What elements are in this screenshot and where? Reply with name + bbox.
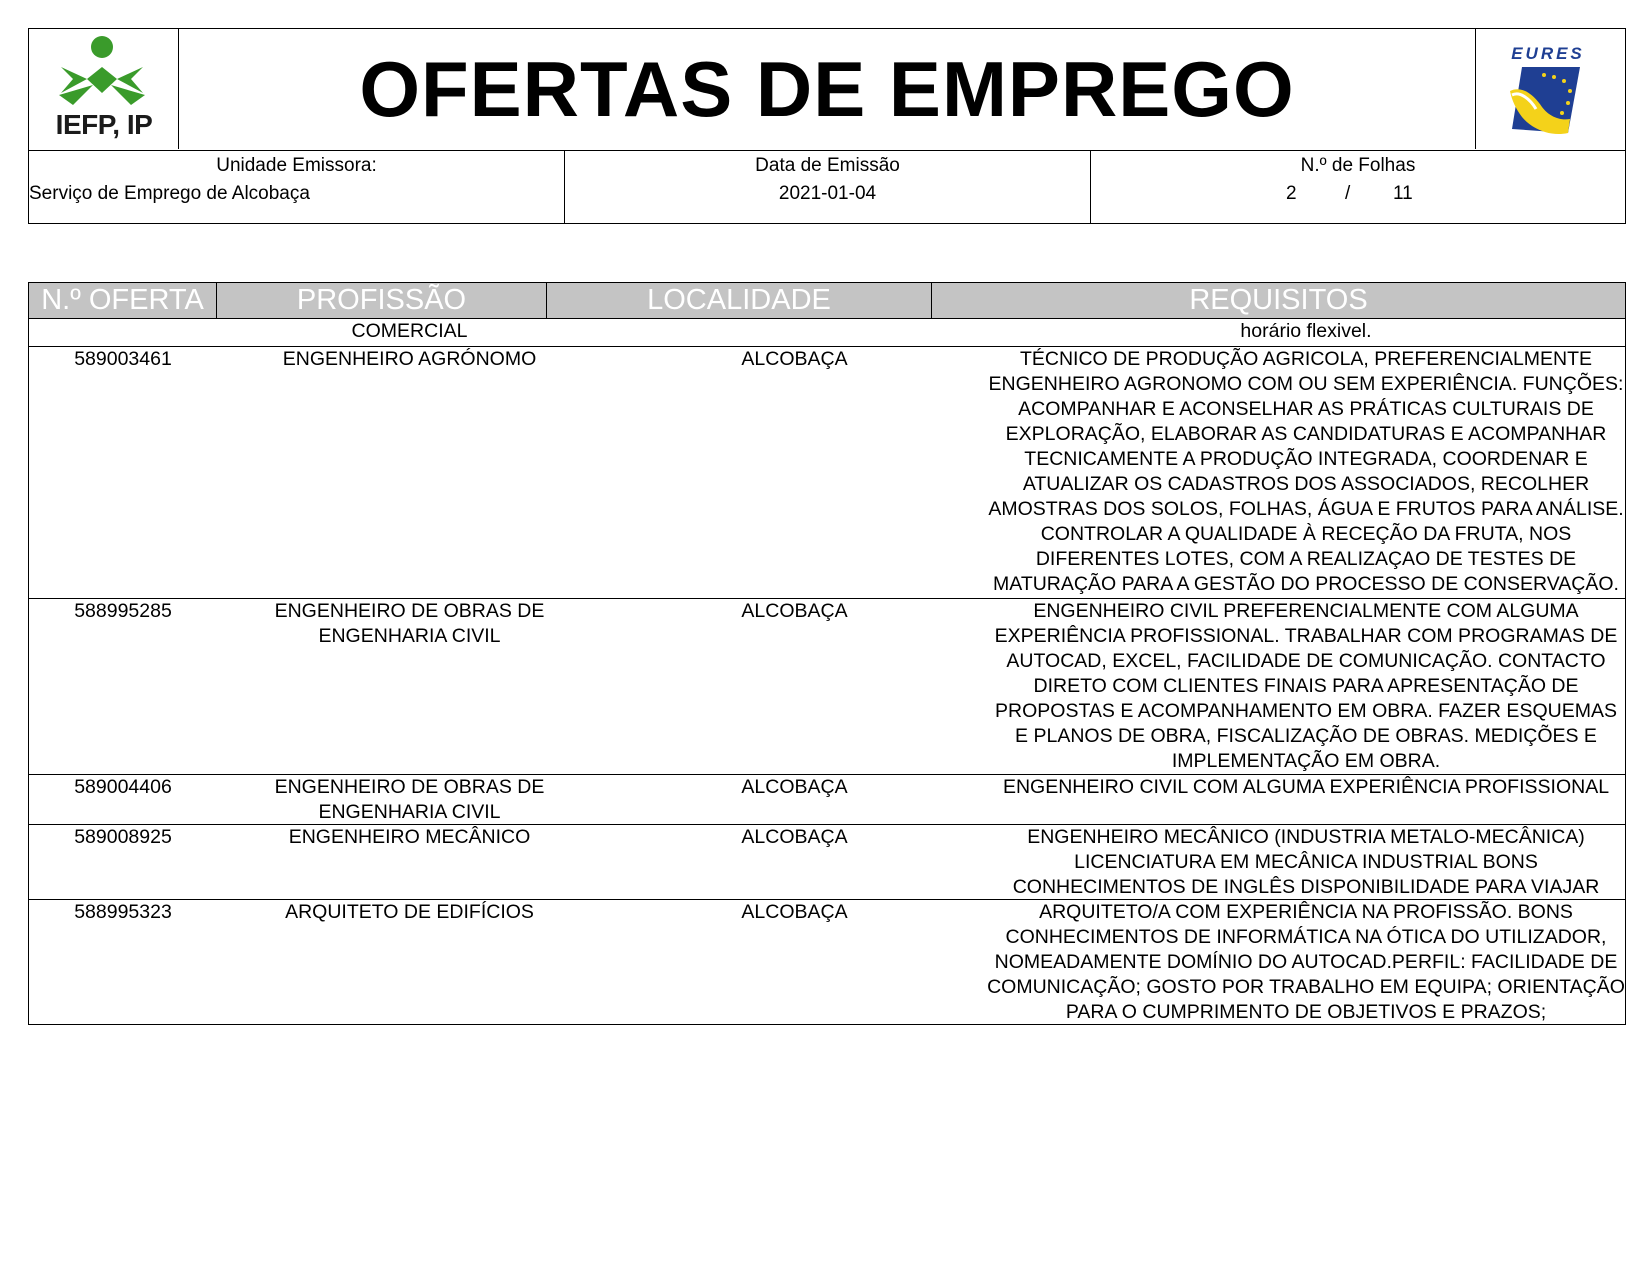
cell-num: 589004406 — [74, 776, 172, 798]
cell-num: 588995285 — [74, 600, 172, 622]
table-row — [29, 347, 1625, 599]
cell-localidade: ALCOBAÇA — [741, 600, 848, 622]
col-header-localidade: LOCALIDADE — [547, 283, 932, 319]
folha-atual: 2 — [1286, 183, 1297, 204]
cell-localidade: ALCOBAÇA — [741, 826, 848, 848]
cell-requisitos: TÉCNICO DE PRODUÇÃO AGRICOLA, PREFERENCIALMENTE ENGENHEIRO AGRONOMO COM OU SEM EXPERIÊNCIA. FUNÇÕES: ACOMPANHAR E ACONSELHAR AS PRÁTICAS CULTURAIS DE EXPLORAÇÃO, ELABORAR AS CANDIDATURAS E ACOMPANHAR TECNICAMENTE A PRODUÇÃO INTEGRADA, COORDENAR E ATUALIZAR OS CADASTROS DOS ASSOCIADOS, RECOLHER AMOSTRAS DOS SOLOS, FOLHAS, ÁGUA E FRUTOS PARA ANÁLISE. CONTROLAR A QUALIDADE À RECEÇÃO DA FRUTA, NOS DIFERENTES LOTES, COM A REALIZAÇAO DE TESTES DE MATURAÇÃO PARA A GESTÃO DO PROCESSO DE CONSERVAÇÃO. — [988, 348, 1624, 595]
cell-localidade: ALCOBAÇA — [741, 776, 848, 798]
page-title: OFERTAS DE EMPREGO — [359, 44, 1295, 133]
cell-requisitos: ARQUITETO/A COM EXPERIÊNCIA NA PROFISSÃO. BONS CONHECIMENTOS DE INFORMÁTICA NA ÓTICA DO UTILIZADOR, NOMEADAMENTE DOMÍNIO DO AUTOCAD.PERFIL: FACILIDADE DE COMUNICAÇÃO; GOSTO POR TRABALHO EM EQUIPA; ORIENTAÇÃO PARA O CUMPRIMENTO DE OBJETIVOS E PRAZOS; — [987, 901, 1625, 1023]
eures-logo-icon — [1476, 29, 1626, 149]
folha-separator: / — [1345, 183, 1351, 204]
cell-requisitos: ENGENHEIRO CIVIL PREFERENCIALMENTE COM ALGUMA EXPERIÊNCIA PROFISSIONAL. TRABALHAR COM PROGRAMAS DE AUTOCAD, EXCEL, FACILIDADE DE COMUNICAÇÃO. CONTACTO DIRETO COM CLIENTES FINAIS PARA APRESENTAÇÃO DE PROPOSTAS E ACOMPANHAMENTO EM OBRA. FAZER ESQUEMAS E PLANOS DE OBRA, FISCALIZAÇÃO DE OBRAS. MEDIÇÕES E IMPLEMENTAÇÃO EM OBRA. — [994, 600, 1618, 772]
cell-requisitos: horário flexivel. — [1240, 320, 1372, 342]
folhas-label: N.º de Folhas — [1300, 155, 1416, 176]
folha-total: 11 — [1393, 183, 1413, 204]
cell-profissao: ENGENHEIRO AGRÓNOMO — [282, 348, 537, 370]
unidade-value: Serviço de Emprego de Alcobaça — [29, 183, 310, 204]
job-offers-table — [28, 282, 1626, 1025]
table-row — [29, 900, 1625, 1024]
document-header — [28, 28, 1626, 224]
unidade-emissora — [29, 151, 565, 223]
data-label: Data de Emissão — [755, 155, 900, 176]
table-row — [29, 775, 1625, 825]
cell-requisitos: ENGENHEIRO MECÂNICO (INDUSTRIA METALO-MECÂNICA) LICENCIATURA EM MECÂNICA INDUSTRIAL BONS CONHECIMENTOS DE INGLÊS DISPONIBILIDADE PARA VIAJAR — [1012, 826, 1600, 898]
col-header-profissao: PROFISSÃO — [217, 283, 547, 319]
header-top-row — [29, 29, 1625, 151]
cell-requisitos: ENGENHEIRO CIVIL COM ALGUMA EXPERIÊNCIA PROFISSIONAL — [1002, 776, 1610, 798]
cell-profissao: ARQUITETO DE EDIFÍCIOS — [285, 901, 534, 923]
unidade-label: Unidade Emissora: — [216, 155, 377, 176]
cell-profissao: ENGENHEIRO DE OBRAS DE ENGENHARIA CIVIL — [274, 600, 545, 647]
data-value: 2021-01-04 — [778, 183, 877, 204]
numero-folhas — [1091, 151, 1625, 223]
data-emissao — [565, 151, 1091, 223]
cell-num: 588995323 — [74, 901, 172, 923]
cell-num: 589003461 — [74, 348, 172, 370]
cell-profissao: ENGENHEIRO MECÂNICO — [288, 826, 531, 848]
table-row — [29, 599, 1625, 775]
iefp-logo-icon — [29, 29, 179, 109]
iefp-logo-text: IEFP, IP — [55, 109, 153, 140]
col-header-requisitos: REQUISITOS — [932, 283, 1625, 319]
cell-localidade: ALCOBAÇA — [741, 348, 848, 370]
col-header-num: N.º OFERTA — [29, 283, 217, 319]
cell-localidade: ALCOBAÇA — [741, 901, 848, 923]
iefp-logo — [29, 29, 179, 149]
table-row — [29, 825, 1625, 900]
cell-profissao: COMERCIAL — [351, 320, 468, 342]
cell-profissao: ENGENHEIRO DE OBRAS DE ENGENHARIA CIVIL — [274, 776, 545, 823]
table-row — [29, 319, 1625, 347]
eures-logo-text: EURES — [1511, 44, 1585, 63]
cell-num: 589008925 — [74, 826, 172, 848]
eures-logo — [1475, 29, 1625, 149]
